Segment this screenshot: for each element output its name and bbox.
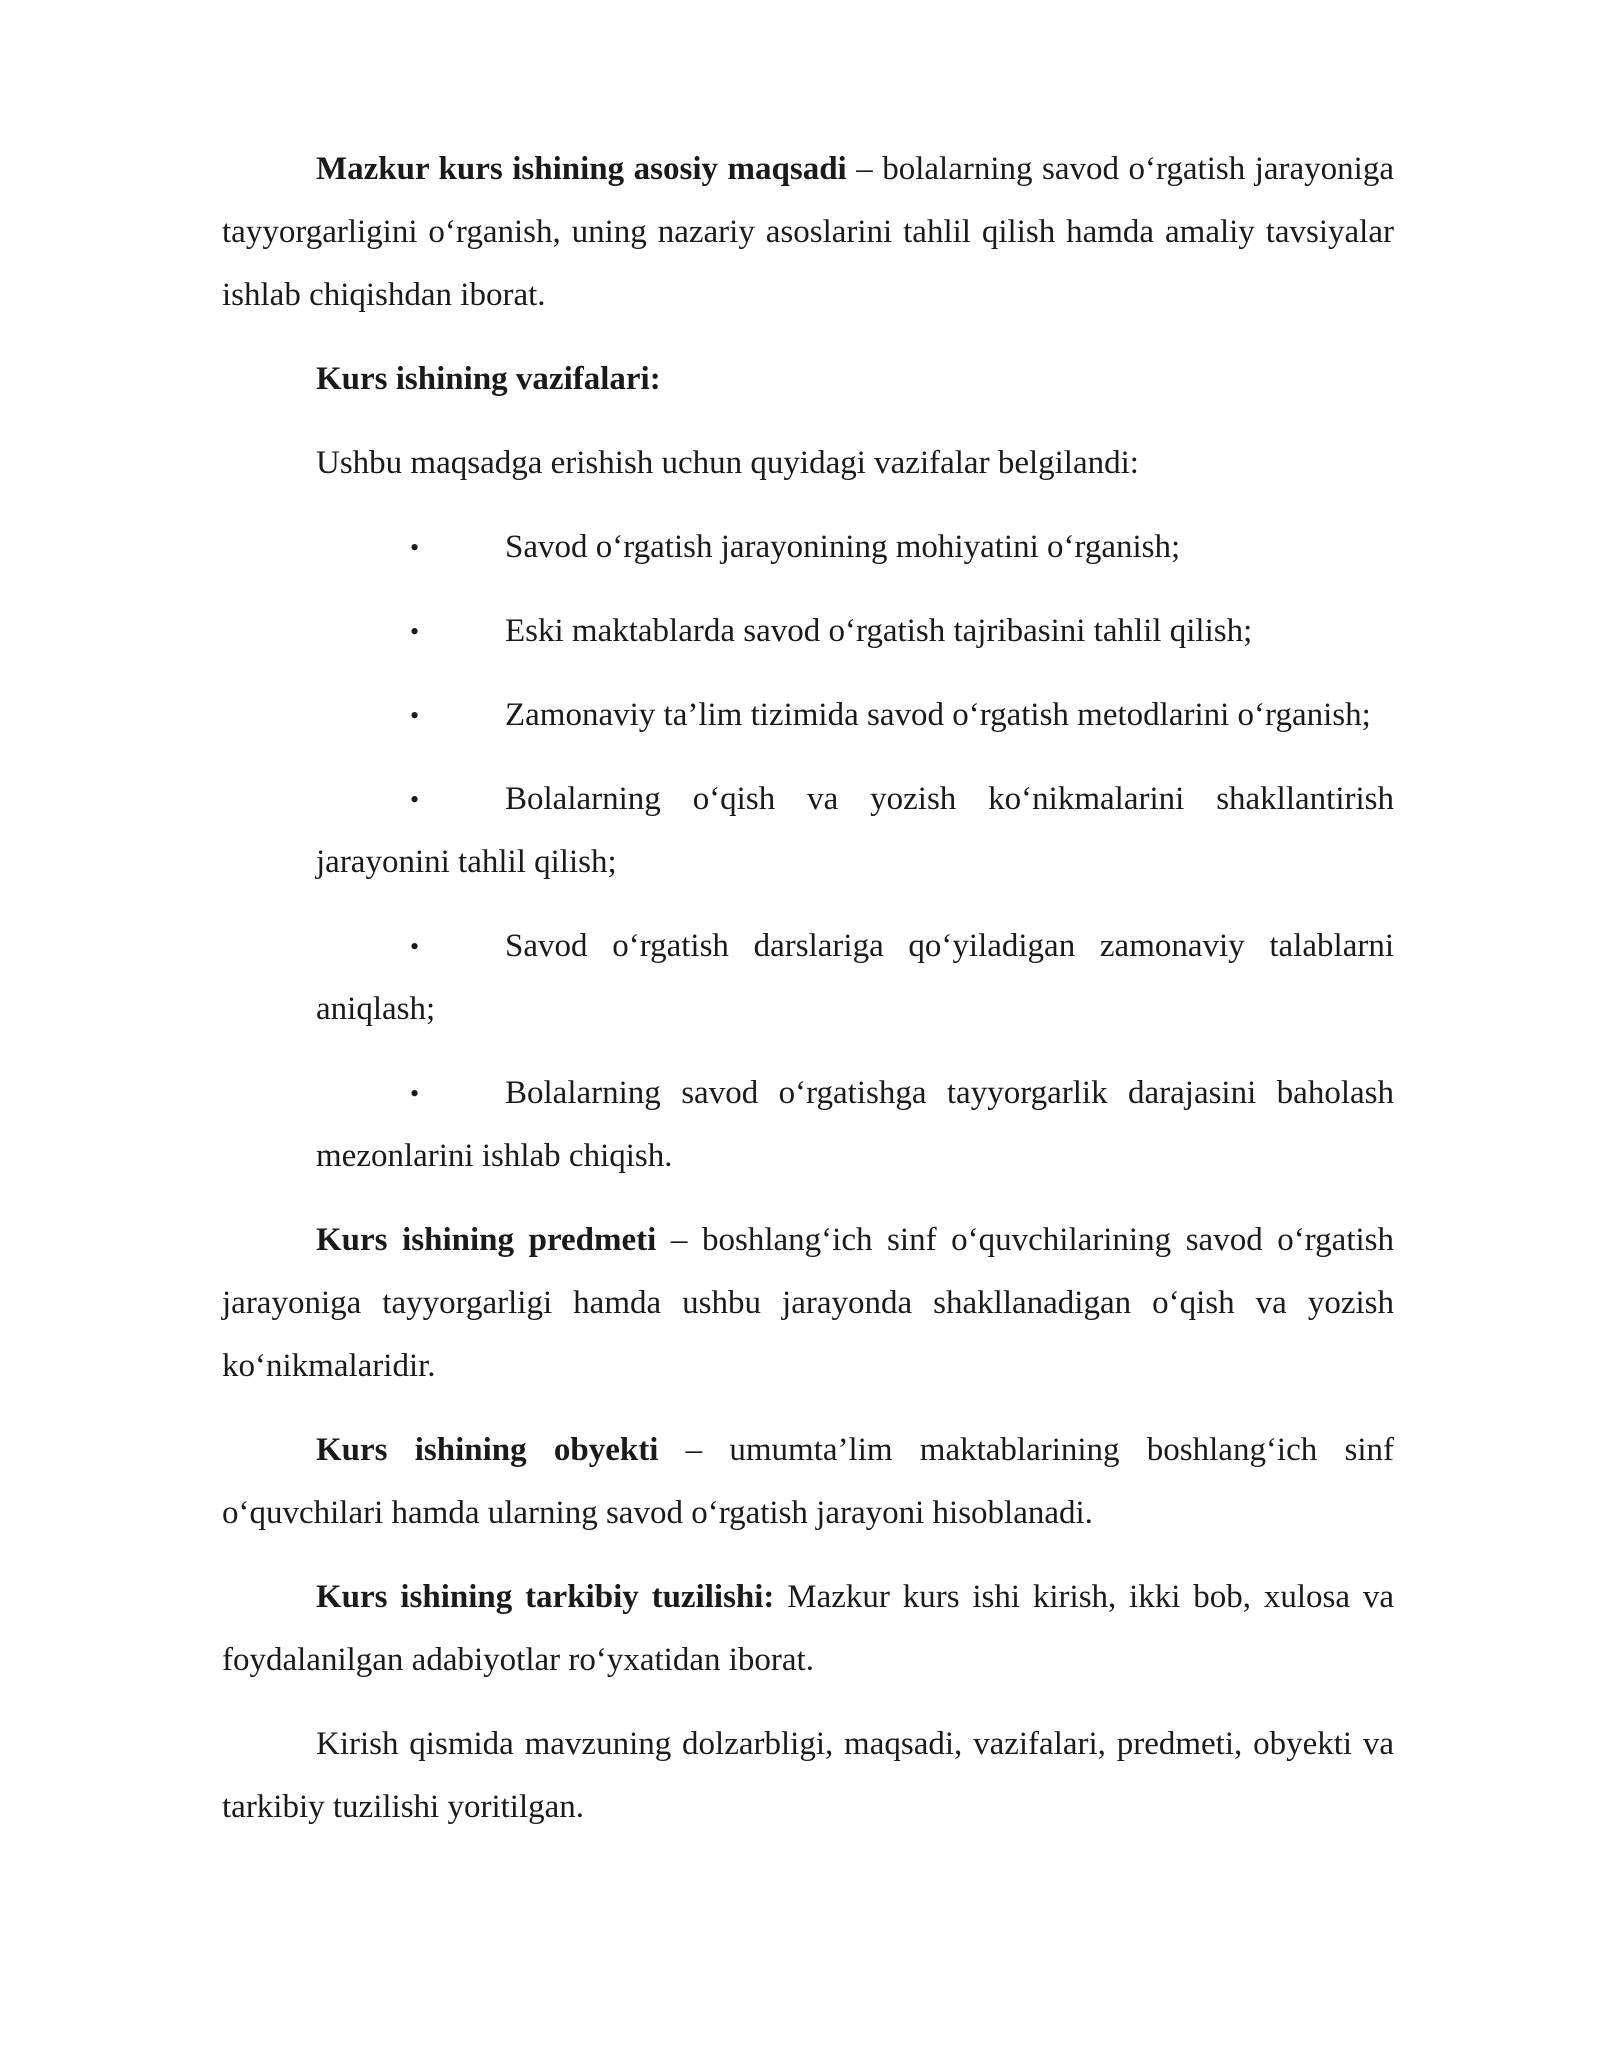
subject-label: Kurs ishining predmeti xyxy=(316,1222,657,1258)
list-item-text: Savod oʻrgatish darslariga qoʻyiladigan zamonaviy talablarni aniqlash; xyxy=(316,928,1394,1027)
tasks-heading xyxy=(222,348,1394,411)
list-item-text: Eski maktablarda savod oʻrgatish tajribasini tahlil qilish; xyxy=(505,613,1253,649)
list-item xyxy=(316,600,1394,663)
bullet-icon: • xyxy=(410,932,420,961)
structure-label: Kurs ishining tarkibiy tuzilishi: xyxy=(316,1579,775,1615)
object-label: Kurs ishining obyekti xyxy=(316,1432,659,1468)
list-item-text: Zamonaviy ta’lim tizimida savod oʻrgatish metodlarini oʻrganish; xyxy=(505,697,1371,733)
document-page xyxy=(222,138,1394,1860)
bullet-icon: • xyxy=(410,1079,420,1108)
bullet-icon: • xyxy=(410,785,420,814)
list-item-text: Bolalarning oʻqish va yozish koʻnikmalarini shakllantirish jarayonini tahlil qilish; xyxy=(316,781,1394,880)
aim-paragraph xyxy=(222,138,1394,327)
subject-text: – boshlangʻich sinf oʻquvchilarining savod oʻrgatish jarayoniga tayyorgarligi hamda ushbu jarayonda shakllanadigan oʻqish va yozish koʻnikmalaridir. xyxy=(222,1222,1394,1384)
list-item xyxy=(316,684,1394,747)
bullet-icon: • xyxy=(410,533,420,562)
bullet-icon: • xyxy=(410,617,420,646)
list-item xyxy=(316,516,1394,579)
structure-text: Mazkur kurs ishi kirish, ikki bob, xulosa va foydalanilgan adabiyotlar roʻyxatidan iborat. xyxy=(222,1579,1394,1678)
aim-label: Mazkur kurs ishining asosiy maqsadi xyxy=(316,151,847,187)
intro-summary-paragraph: Kirish qismida mavzuning dolzarbligi, maqsadi, vazifalari, predmeti, obyekti va tarkibiy tuzilishi yoritilgan. xyxy=(222,1726,1394,1825)
object-paragraph xyxy=(222,1419,1394,1545)
structure-paragraph xyxy=(222,1566,1394,1692)
list-item xyxy=(316,1062,1394,1188)
object-text: – umumta’lim maktablarining boshlangʻich sinf oʻquvchilari hamda ularning savod oʻrgatish jarayoni hisoblanadi. xyxy=(222,1432,1394,1531)
list-item-text: Savod oʻrgatish jarayonining mohiyatini oʻrganish; xyxy=(505,529,1181,565)
tasks-list xyxy=(222,516,1394,1188)
bullet-icon: • xyxy=(410,701,420,730)
list-item xyxy=(316,768,1394,894)
list-item-text: Bolalarning savod oʻrgatishga tayyorgarlik darajasini baholash mezonlarini ishlab chiqish. xyxy=(316,1075,1394,1174)
aim-text: – bolalarning savod oʻrgatish jarayoniga tayyorgarligini oʻrganish, uning nazariy asoslarini tahlil qilish hamda amaliy tavsiyalar ishlab chiqishdan iborat. xyxy=(222,151,1394,313)
tasks-intro: Ushbu maqsadga erishish uchun quyidagi vazifalar belgilandi: xyxy=(316,445,1139,481)
tasks-heading-text: Kurs ishining vazifalari: xyxy=(316,361,661,397)
subject-paragraph xyxy=(222,1209,1394,1398)
list-item xyxy=(316,915,1394,1041)
